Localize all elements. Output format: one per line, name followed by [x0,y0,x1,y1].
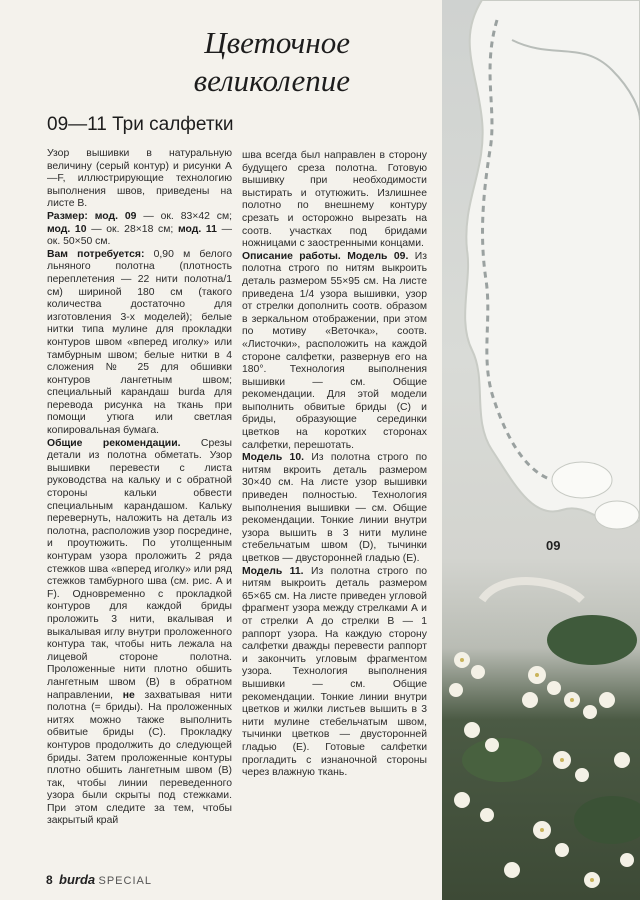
brand-logo: burda [59,872,96,887]
flower-motif [595,501,639,529]
article-subtitle: 09—11 Три салфетки [47,114,234,135]
flower-motif [552,462,612,498]
materials-label: Вам потребуется: [47,248,145,260]
general-text-2: захватывая нити полотна (= бриды). На проложенных нитях можно также выполнить обвитые бриды (С). Прокладку контуров продолжить до следующей бриды. Затем проложенные контуры плотно обшить лангетным швом (В) так, чтобы линии переведенного узора были скрыты под стежками. При этом следите за тем, чтобы закрытый край [47,689,233,827]
text-column-1 [47,148,232,828]
leaf [462,738,542,782]
model-11-text: Из полотна строго по нитям выкроить деталь размером 65×65 см. На листе приведен угловой фрагмент узора между стрелками А и от стрелки А до стрелки В — 1 раппорт узора. На каждую сторону салфетки дважды перевести раппорт и закончить угловым фрагментом узора. Технология выполнения вышивки — см. Общие рекомендации. Тонкие линии внутри цветков и жилки листьев вышить в 3 нити мулине стебельчатым швом, тычинки цветков — двусторонней гладью (Е). Готовые салфетки прогладить с изнаночной стороны через влажную ткань. [242,565,427,779]
materials-paragraph [47,249,232,438]
size-label: Размер: мод. 09 [47,210,137,222]
continuation-paragraph: шва всегда был направлен в сторону будущего среза полотна. Готовую вышивку при необходимости выстирать и отутюжить. Излишнее полотно по внешнему контуру срезать и осторожно вырезать на соотв. участках под бридами ножницами с заостренными концами. [242,150,427,250]
leaf [574,796,640,844]
basket-handle [482,581,582,600]
doily-illustration [442,0,640,900]
general-label: Общие рекомендации. [47,437,181,449]
size-text-3: — ок. 50×50 см. [47,223,232,248]
brand-special: SPECIAL [98,875,152,887]
page-footer [46,872,152,887]
work-label: Описание работы. Модель 09. [242,250,409,262]
model-10-text: Из полотна строго по нитям вкроить деталь размером 30×40 см. На листе узор вышивки приведен полностью. Технология выполнения вышивки — см. Общие рекомендации. Тонкие линии внутри узора вышить в 3 нити мулине стебельчатым швом (D), тычинки цветков — двусторонней гладью (Е). [242,452,427,564]
model-11-paragraph [242,566,427,780]
work-text: Из полотна строго по нитям выкроить деталь размером 55×95 см. На листе приведена 1/4 узора вышивки, узор от стрелки дополнить соотв. образом в зеркальном отображении, при этом по мотиву «Веточка», соотв. «Листочки», расположить на каждой стороне салфетки, развернув его на 180°. Технология выполнения вышивки — см. Общие рекомендации. Для этой модели выполнить обвитые бриды (С) и бриды, образующие серединки цветков на коротких сторонах салфетки, перешотать. [242,250,427,451]
page-number: 8 [46,873,53,887]
general-bold: не [122,689,135,701]
model-10-paragraph [242,452,427,565]
intro-paragraph: Узор вышивки в натуральную величину (серый контур) и рисунки А—F, иллюстрирующие технологию выполнения швов, приведены на листе В. [47,148,232,210]
size-label-3: мод. 11 [177,223,217,235]
model-11-label: Модель 11. [242,565,304,577]
photo-model-label: 09 [546,538,561,553]
model-10-label: Модель 10. [242,452,304,464]
doily-photo [442,0,640,900]
size-text-1: — ок. 83×42 см; [136,210,233,222]
title-line-1: Цветочное [204,25,350,60]
size-label-2: мод. 10 [47,223,87,235]
materials-text: 0,90 м белого льняного полотна (плотность переплетения — 22 нити полотна/1 см) шириной 180 см (такого количества достаточно для изготовления 3-х моделей); белые нитки типа мулине для прокладки контуров швом «вперед иголку» или тамбурным швом; белые нитки в 4 сложения № 25 для обшивки контуров лангетным швом; специальный карандаш burda для перевода рисунка на ткань при помощи утюга или светлая копировальная бумага. [47,248,232,437]
page-title [0,24,350,100]
size-paragraph [47,211,232,249]
title-line-2: великолепие [193,63,350,98]
size-text-2: — ок. 28×18 см; [86,223,178,235]
text-column-2 [242,150,427,780]
leaf [547,615,637,665]
general-text: Срезы детали из полотна обметать. Узор вышивки перевести с листа руководства на кальку и с обратной стороны кальки обвести специальным карандашом. Кальку перевернуть, наложить на деталь из полотна, расположив узор посредине, и проутюжить. По утолщенным контурам узора проложить 2 ряда стежков шва «вперед иголку» или ряд стежков тамбурного шва (см. рис. А и F). Одновременно с прокладкой контуров для каждой бриды проложить 3 нити, вкалывая и выкалывая иглу внутри проложенного контура так, чтобы нить лежала на лицевой стороне полотна. Проложенные нити плотно обшить лангетным швом (В) в обратном направлении, [47,437,232,701]
work-paragraph [242,251,427,453]
general-paragraph [47,438,232,828]
